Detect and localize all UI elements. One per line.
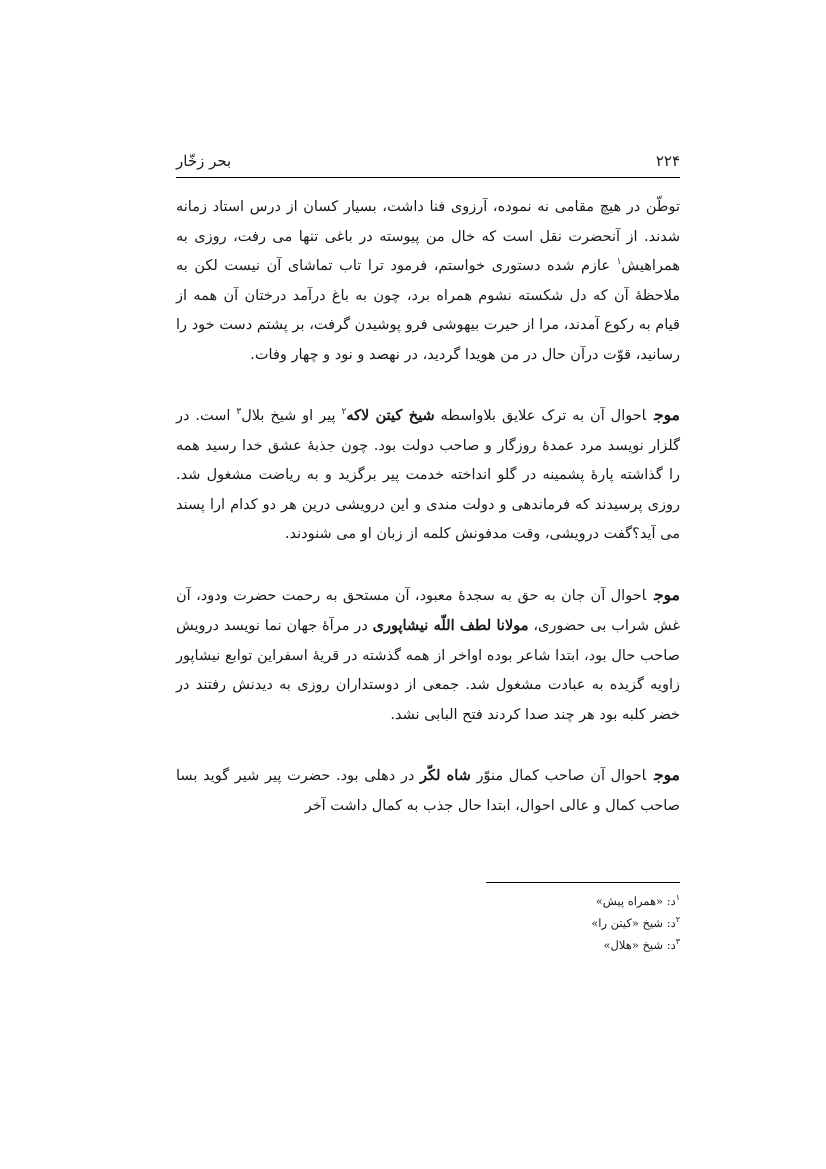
footnote-ref: ۱ xyxy=(616,257,622,268)
footnote-ref: ۳ xyxy=(236,407,242,418)
header-rule xyxy=(176,177,680,178)
body-text xyxy=(176,193,680,851)
footnote-rule xyxy=(486,882,680,883)
footnote-number: ۱ xyxy=(675,893,680,903)
footnote-number: ۳ xyxy=(675,937,680,947)
footnote-text: د: «همراه پیش» xyxy=(595,894,676,908)
paragraph xyxy=(176,400,680,550)
section-marker: موج xyxy=(654,765,680,784)
person-name: شیخ کیتن لاکه xyxy=(346,407,435,424)
paragraph xyxy=(176,760,680,821)
text-run: احوال آن صاحب کمال منوّر xyxy=(470,768,647,784)
text-run: احوال آن به ترک علایق بلاواسطه xyxy=(434,408,647,424)
person-name: مولانا لطف اللّه نیشاپوری xyxy=(372,617,529,634)
running-title: بحر زخّار xyxy=(176,152,232,170)
footnote xyxy=(591,890,680,912)
text-run: است. در گلزار نویسد مرد عمدهٔ روزگار و صاحب دولت بود. چون جذبهٔ عشق خدا رسید همه را گذاشته پارهٔ پشمینه در گلو انداخته خدمت پیر برگزید و به ریاضت مشغول شد. روزی پرسیدند که فرماندهی و دولت مندی و این درویشی درین هر دو کدام ارا پسند می آید؟گفت درویشی، وقت مدفونش کلمه از زبان او می شنودند. xyxy=(176,408,680,542)
section-marker: موج xyxy=(654,405,680,424)
footnote xyxy=(591,934,680,956)
paragraph xyxy=(176,580,680,731)
section-marker: موج xyxy=(654,584,680,604)
footnote xyxy=(591,912,680,934)
page-header xyxy=(176,148,680,174)
footnote-number: ۲ xyxy=(675,915,680,925)
text-run: در دهلی بود. حضرت پیر شیر گوید بسا صاحب کمال و عالی احوال، ابتدا حال جذب به کمال داشت آخر xyxy=(176,768,680,814)
text-run: در مرآهٔ جهان نما نویسد درویش صاحب حال بود، ابتدا شاعر بوده اواخر از همه گذشته در قریهٔ اسفراین توابع نیشاپور زاویه گزیده به عبادت مشغول شد. جمعی از دوستداران روزی به دیدنش رفتند در خضر کلبه بود هر چند صدا کردند فتح البابی نشد. xyxy=(176,618,680,723)
text-run: احوال آن جان به حق به سجدهٔ معبود، آن مستحق به رحمت حضرت ودود، آن غش شراب بی حضوری، xyxy=(176,587,681,634)
footnote-text: د: شیخ «کیتن را» xyxy=(591,916,676,930)
person-name: شاه لکّر xyxy=(420,767,471,784)
text-run: عازم شده دستوری خواستم، فرمود ترا تاب تماشای آن نیست لکن به ملاحظهٔ آن که دل شکسته نشوم همراه برد، چون به باغ درآمد درختان آن همه از قیام به رکوع آمدند، مرا از حیرت بیهوشی فرو پوشیدن گرفت، بر پشتم دست خود را رسانید، قوّت درآن حال در من هویدا گردید، در نهصد و نود و چهار وفات. xyxy=(176,258,680,363)
page-number: ۲۲۴ xyxy=(655,152,680,170)
text-run: پیر او شیخ بلال xyxy=(241,408,342,424)
footnotes xyxy=(591,890,680,956)
text-run: توطّن در هیچ مقامی نه نموده، آرزوی فنا داشت، بسیار کسان از درس استاد زمانه شدند. از آنحضرت نقل است که خال من پیوسته در باغی تنها می رفت، روزی به همراهیش xyxy=(176,199,680,274)
footnote-ref: ۲ xyxy=(341,407,347,418)
paragraph xyxy=(176,193,680,370)
footnote-text: د: شیخ «هلال» xyxy=(603,938,676,952)
